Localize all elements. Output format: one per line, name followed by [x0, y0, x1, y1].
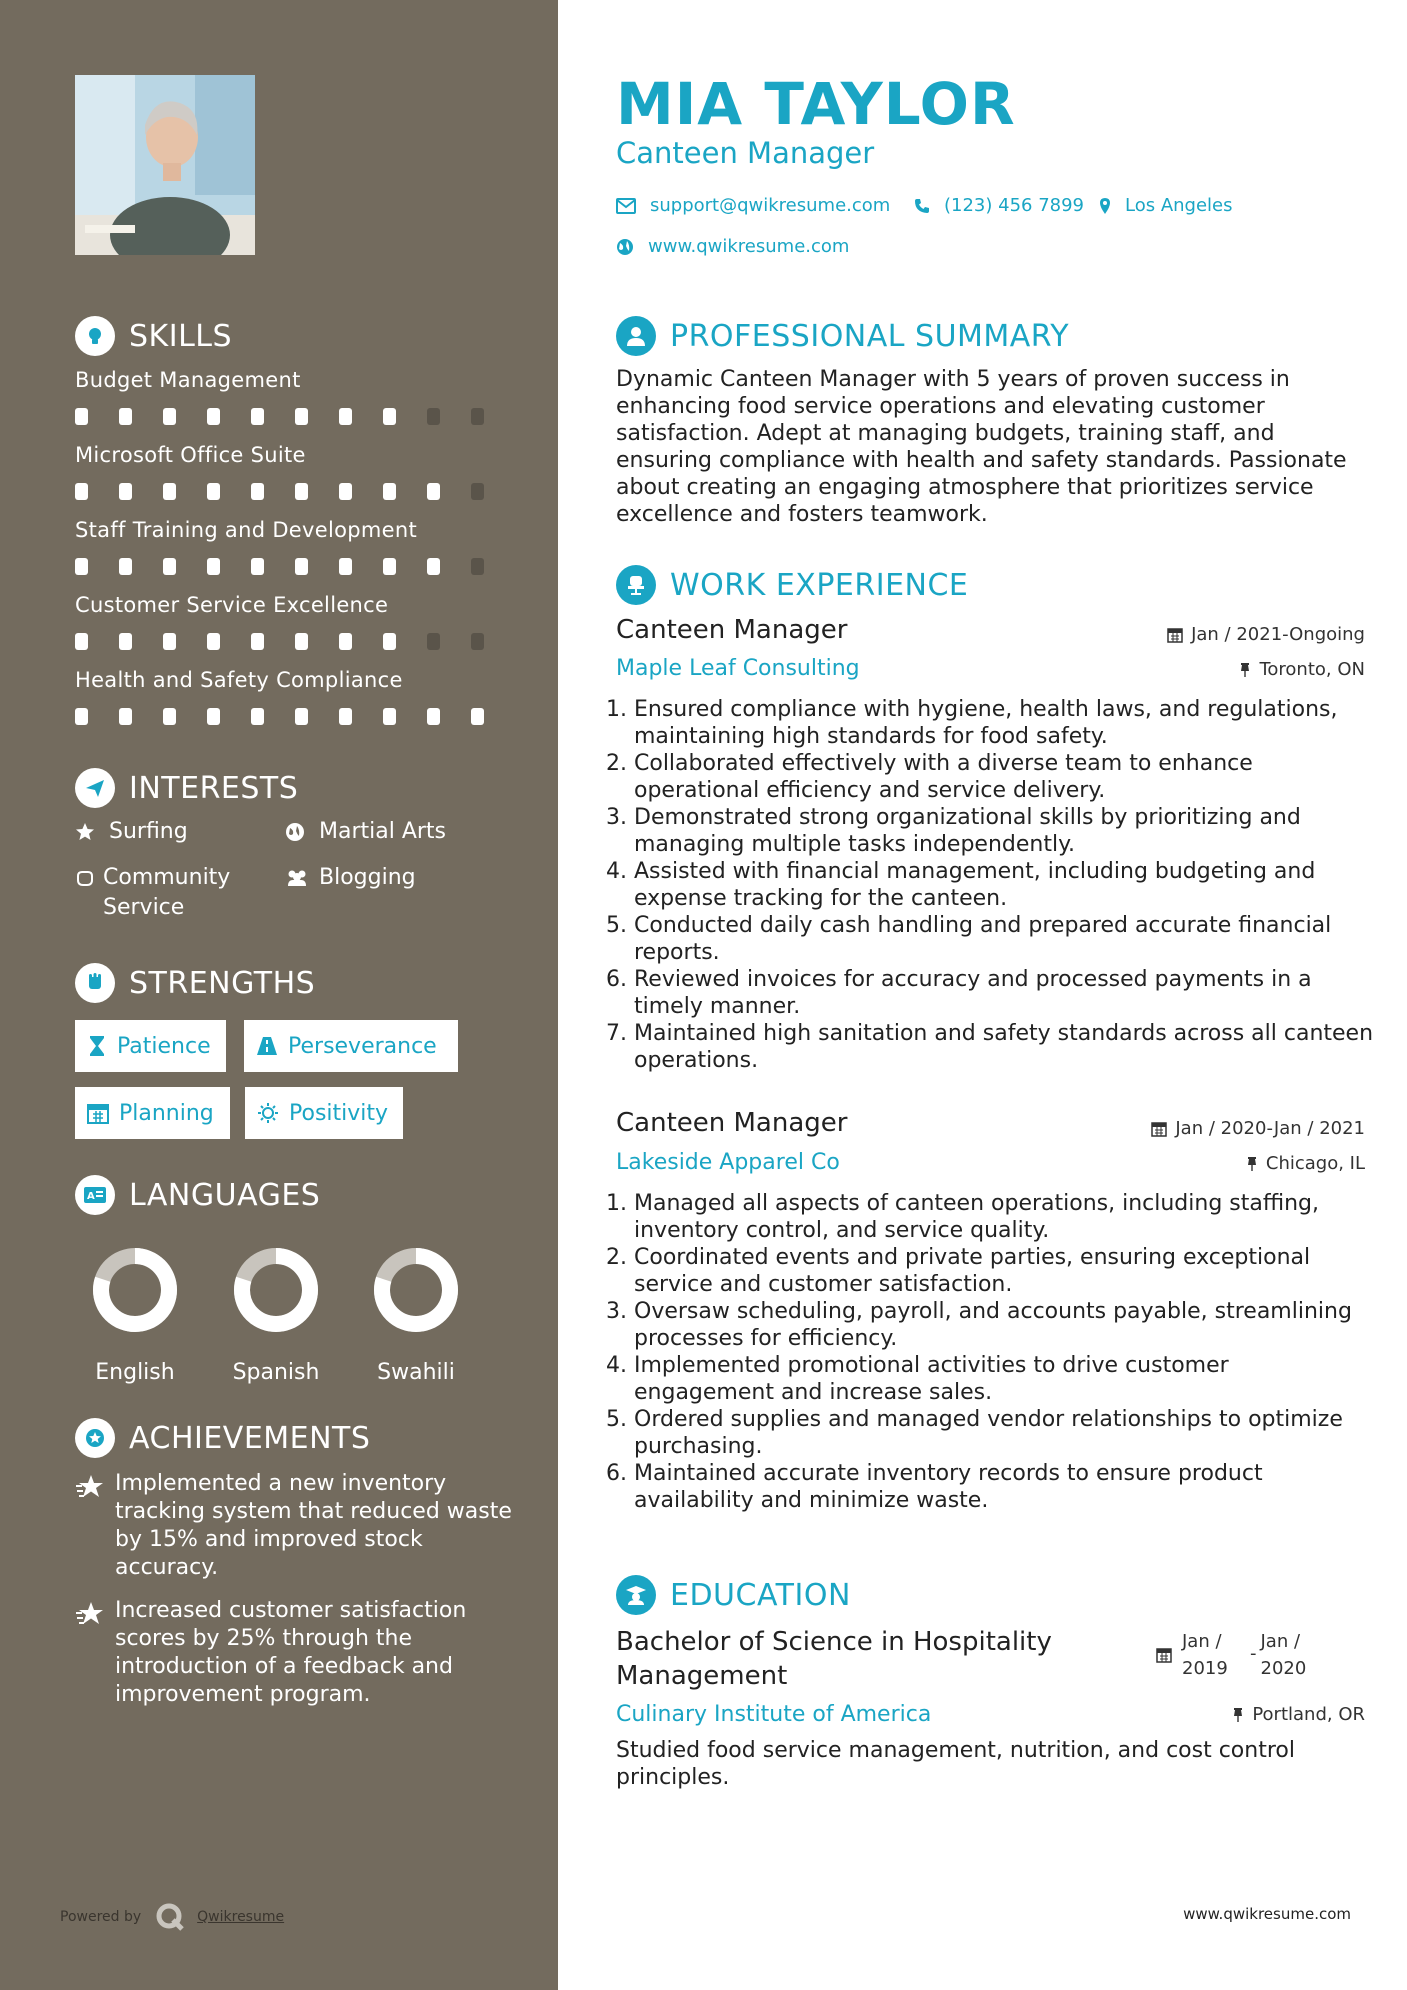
hand-icon [75, 863, 95, 893]
rating-dot-filled [251, 633, 264, 650]
job-bullets [616, 1190, 1374, 1514]
rating-dot-empty [471, 558, 484, 575]
calendar-icon [1151, 1121, 1167, 1137]
rating-dot-filled [471, 708, 484, 725]
job-dates [1151, 1118, 1365, 1139]
interests-header [75, 768, 298, 808]
summary-text: Dynamic Canteen Manager with 5 years of proven success in enhancing food service operations and elevating customer satisfaction. Adept at managing budgets, training staff, and ensuring compliance with health and safety standards. Passionate about creating an engaging atmosphere that prioritizes service excellence and fosters teamwork. [616, 367, 1347, 527]
language-icon [75, 1175, 115, 1215]
rating-dot-filled [427, 483, 440, 500]
education-location-text: Portland, OR [1252, 1704, 1365, 1725]
rating-dot-filled [427, 558, 440, 575]
rating-dot-filled [75, 558, 88, 575]
strengths-title: STRENGTHS [129, 965, 316, 1001]
fist-icon [75, 963, 115, 1003]
profile-photo [75, 75, 255, 255]
rating-dot-filled [427, 708, 440, 725]
rating-dot-filled [75, 408, 88, 425]
hourglass-icon [87, 1035, 107, 1057]
rating-dot-empty [471, 483, 484, 500]
skill-rating [75, 483, 515, 500]
rating-dot-filled [295, 633, 308, 650]
interest-label: Community Service [103, 865, 231, 920]
language-item [216, 1240, 336, 1385]
candidate-role: Canteen Manager [616, 136, 875, 170]
road-icon [256, 1036, 278, 1056]
job-bullet: 3. Oversaw scheduling, payroll, and accounts payable, streamlining processes for efficiency. [634, 1298, 1374, 1352]
language-donut [356, 1240, 476, 1340]
rating-dot-filled [339, 633, 352, 650]
powered-by-label: Powered by [60, 1909, 142, 1925]
rating-dot-filled [295, 483, 308, 500]
language-item [75, 1240, 195, 1385]
svg-text:A: A [87, 1191, 95, 1202]
location-text: Los Angeles [1125, 195, 1233, 216]
achievement-item [75, 1597, 515, 1709]
rating-dot-filled [383, 708, 396, 725]
language-item [356, 1240, 476, 1385]
skill-item [75, 443, 515, 500]
award-star-icon [75, 1418, 115, 1458]
rating-dot-filled [383, 558, 396, 575]
graduate-icon [616, 1575, 656, 1615]
job-bullets [616, 696, 1374, 1074]
education-location [1232, 1704, 1365, 1725]
pushpin-icon [1239, 662, 1251, 678]
main-content [558, 0, 1407, 1990]
job-dates-text: Jan / 2021-Ongoing [1191, 624, 1365, 645]
skills-title: SKILLS [129, 318, 233, 354]
job-dates-text: Jan / 2020-Jan / 2021 [1175, 1118, 1365, 1139]
education-end-month: Jan / [1260, 1631, 1301, 1652]
rating-dot-filled [207, 483, 220, 500]
rating-dot-filled [75, 483, 88, 500]
job-company: Lakeside Apparel Co [616, 1150, 840, 1175]
contact-website[interactable] [616, 236, 849, 257]
rating-dot-filled [163, 708, 176, 725]
skill-name: Health and Safety Compliance [75, 668, 403, 692]
rating-dot-filled [163, 633, 176, 650]
education-end [1261, 1628, 1311, 1682]
phone-icon [914, 198, 930, 214]
experience-title: WORK EXPERIENCE [670, 567, 969, 603]
job-bullet: 4. Implemented promotional activities to drive customer engagement and increase sales. [634, 1352, 1374, 1406]
calendar-icon [1156, 1647, 1172, 1663]
skill-name: Microsoft Office Suite [75, 443, 306, 467]
languages-header [75, 1175, 320, 1215]
email-text: support@qwikresume.com [650, 195, 891, 216]
education-text: Studied food service management, nutrition, and cost control principles. [616, 1738, 1295, 1790]
rating-dot-filled [295, 708, 308, 725]
achievement-text: Implemented a new inventory tracking system that reduced waste by 15% and improved stock accuracy. [115, 1471, 512, 1580]
job-location-text: Toronto, ON [1259, 659, 1365, 680]
skill-name: Customer Service Excellence [75, 593, 389, 617]
rating-dot-filled [339, 483, 352, 500]
job-location [1246, 1153, 1365, 1174]
rating-dot-filled [119, 558, 132, 575]
map-pin-icon [1099, 197, 1111, 215]
rating-dot-filled [251, 708, 264, 725]
interest-item [75, 863, 265, 923]
rating-dot-empty [471, 408, 484, 425]
star-icon [75, 817, 101, 847]
rating-dot-filled [207, 408, 220, 425]
lightbulb-icon [75, 316, 115, 356]
rating-dot-filled [383, 483, 396, 500]
rating-dot-filled [207, 708, 220, 725]
user-icon [616, 316, 656, 356]
language-donut [216, 1240, 336, 1340]
strength-label: Patience [117, 1033, 211, 1059]
interest-label: Surfing [109, 819, 188, 844]
qwikresume-logo-icon [155, 1902, 185, 1932]
languages-title: LANGUAGES [129, 1177, 321, 1213]
skill-name: Budget Management [75, 368, 301, 392]
rating-dot-filled [251, 558, 264, 575]
rating-dot-filled [383, 408, 396, 425]
education-start [1182, 1628, 1232, 1682]
language-donut [75, 1240, 195, 1340]
language-label: English [95, 1360, 175, 1385]
rating-dot-filled [207, 633, 220, 650]
rating-dot-filled [251, 483, 264, 500]
rating-dot-filled [383, 633, 396, 650]
rating-dot-filled [295, 408, 308, 425]
interest-item [75, 817, 188, 847]
job-bullet: 4. Assisted with financial management, including budgeting and expense tracking for the canteen. [634, 858, 1374, 912]
rating-dot-filled [75, 708, 88, 725]
education-start-year: 2019 [1182, 1658, 1228, 1679]
strength-label: Perseverance [288, 1033, 437, 1059]
job-bullet: 3. Demonstrated strong organizational skills by prioritizing and managing multiple tasks independently. [634, 804, 1374, 858]
envelope-icon [616, 198, 636, 214]
education-title: EDUCATION [670, 1577, 851, 1613]
interest-item [285, 817, 446, 847]
skill-name: Staff Training and Development [75, 518, 417, 542]
strength-chip [75, 1020, 226, 1072]
candidate-name: MIA TAYLOR [616, 70, 1016, 138]
degree-title: Bachelor of Science in Hospitality Management [616, 1627, 1052, 1691]
job-bullet: 1. Managed all aspects of canteen operations, including staffing, inventory control, and service quality. [634, 1190, 1374, 1244]
education-start-month: Jan / [1182, 1631, 1222, 1652]
sidebar [0, 0, 558, 1990]
calendar-icon [1167, 627, 1183, 643]
globe-icon [616, 238, 634, 256]
job-title: Canteen Manager [616, 1108, 848, 1138]
footer-url[interactable]: www.qwikresume.com [1183, 1905, 1351, 1923]
pushpin-icon [1246, 1156, 1258, 1172]
job-bullet: 5. Ordered supplies and managed vendor relationships to optimize purchasing. [634, 1406, 1374, 1460]
experience-header [616, 565, 968, 605]
phone-text: (123) 456 7899 [944, 195, 1085, 216]
calendar-icon [87, 1102, 109, 1124]
strength-chip [244, 1020, 458, 1072]
achievements-title: ACHIEVEMENTS [129, 1420, 371, 1456]
contact-location [1099, 195, 1233, 216]
pushpin-icon [1232, 1707, 1244, 1723]
skill-item [75, 518, 515, 575]
achievements-header [75, 1418, 370, 1458]
interest-item [285, 863, 416, 893]
paper-plane-icon [75, 768, 115, 808]
summary-title: PROFESSIONAL SUMMARY [670, 318, 1070, 354]
skill-rating [75, 633, 515, 650]
rating-dot-filled [119, 708, 132, 725]
rating-dot-filled [119, 483, 132, 500]
briefcase-chair-icon [616, 565, 656, 605]
achievement-item [75, 1470, 515, 1582]
job-bullet: 6. Maintained accurate inventory records to ensure product availability and minimize waste. [634, 1460, 1374, 1514]
education-date-sep: - [1250, 1643, 1257, 1664]
strengths-header [75, 963, 315, 1003]
rating-dot-filled [163, 558, 176, 575]
education-dates [1156, 1628, 1311, 1682]
globe-icon [285, 817, 311, 847]
rating-dot-filled [339, 558, 352, 575]
rating-dot-empty [471, 633, 484, 650]
rating-dot-filled [119, 408, 132, 425]
skill-item [75, 668, 515, 725]
skill-rating [75, 708, 515, 725]
rating-dot-empty [427, 633, 440, 650]
rating-dot-filled [119, 633, 132, 650]
job-bullet: 6. Reviewed invoices for accuracy and processed payments in a timely manner. [634, 966, 1374, 1020]
job-bullet: 5. Conducted daily cash handling and prepared accurate financial reports. [634, 912, 1374, 966]
skill-item [75, 368, 515, 425]
strength-label: Positivity [289, 1100, 389, 1126]
rating-dot-filled [75, 633, 88, 650]
rating-dot-filled [295, 558, 308, 575]
rating-dot-filled [339, 708, 352, 725]
job-bullet: 7. Maintained high sanitation and safety standards across all canteen operations. [634, 1020, 1374, 1074]
job-location-text: Chicago, IL [1265, 1153, 1365, 1174]
star-burst-icon [75, 1601, 115, 1709]
contact-email[interactable] [616, 195, 890, 216]
job-bullet: 2. Coordinated events and private parties, ensuring exceptional service and customer satisfaction. [634, 1244, 1374, 1298]
skills-header [75, 316, 232, 356]
qwikresume-link[interactable]: Qwikresume [197, 1909, 285, 1925]
rating-dot-filled [207, 558, 220, 575]
skill-rating [75, 558, 515, 575]
education-header [616, 1575, 851, 1615]
job-company: Maple Leaf Consulting [616, 656, 860, 681]
rating-dot-filled [163, 483, 176, 500]
education-end-year: 2020 [1260, 1658, 1307, 1679]
powered-by [60, 1902, 284, 1932]
job-dates [1167, 624, 1365, 645]
skill-item [75, 593, 515, 650]
job-bullet: 1. Ensured compliance with hygiene, health laws, and regulations, maintaining high standards for food safety. [634, 696, 1374, 750]
star-burst-icon [75, 1474, 115, 1582]
users-icon [285, 863, 311, 893]
skill-rating [75, 408, 515, 425]
rating-dot-filled [163, 408, 176, 425]
job-title: Canteen Manager [616, 615, 848, 645]
language-label: Swahili [377, 1360, 455, 1385]
strength-chip [245, 1087, 403, 1139]
summary-header [616, 316, 1069, 356]
language-label: Spanish [232, 1360, 320, 1385]
interests-title: INTERESTS [129, 770, 299, 806]
rating-dot-filled [251, 408, 264, 425]
strength-chip [75, 1087, 230, 1139]
interest-label: Martial Arts [319, 819, 447, 844]
interest-label: Blogging [319, 865, 416, 890]
job-bullet: 2. Collaborated effectively with a diverse team to enhance operational efficiency and service delivery. [634, 750, 1374, 804]
website-text: www.qwikresume.com [648, 236, 850, 257]
achievement-text: Increased customer satisfaction scores by 25% through the introduction of a feedback and improvement program. [115, 1598, 467, 1707]
job-location [1239, 659, 1365, 680]
rating-dot-filled [339, 408, 352, 425]
strength-label: Planning [119, 1100, 214, 1126]
school-name: Culinary Institute of America [616, 1702, 932, 1727]
contact-phone[interactable] [914, 195, 1084, 216]
rating-dot-empty [427, 408, 440, 425]
sun-icon [257, 1102, 279, 1124]
